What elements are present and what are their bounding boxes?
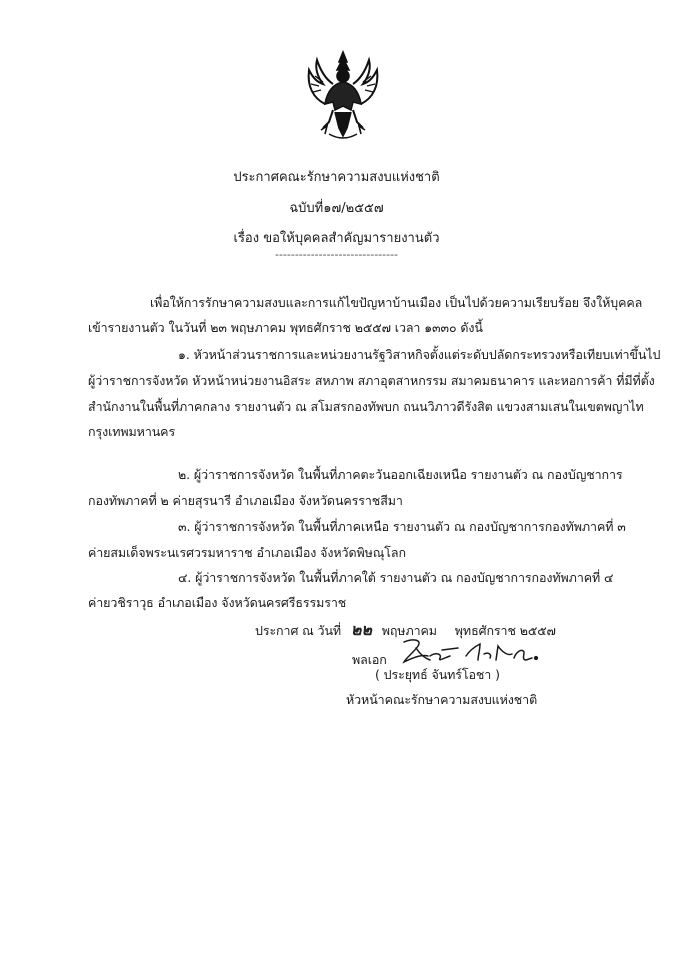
garuda-emblem-icon [303,48,383,144]
separator-line: ------------------------------- [274,248,399,261]
item-1-line-4: กรุงเทพมหานคร [88,424,176,439]
handwritten-day: ๒๒ [350,620,372,639]
item-3-line-2: ค่ายสมเด็จพระนเรศวรมหาราช อำเภอเมือง จังหวัดพิษณุโลก [88,545,406,560]
intro-paragraph-line-1: เพื่อให้การรักษาความสงบและการแก้ไขปัญหาบ้านเมือง เป็นไปด้วยความเรียบร้อย จึงให้บุคคล [150,295,643,310]
announced-at-label: ประกาศ ณ วันที่ [255,623,342,638]
signer-name: ( ประยุทธ์ จันทร์โอชา ) [375,667,500,682]
month-label: พฤษภาคม [381,623,437,638]
item-1-line-1: ๑. หัวหน้าส่วนราชการและหน่วยงานรัฐวิสาหกิจตั้งแต่ระดับปลัดกระทรวงหรือเทียบเท่าขึ้นไป [178,347,661,362]
signer-position: หัวหน้าคณะรักษาความสงบแห่งชาติ [346,692,538,707]
item-3-line-1: ๓. ผู้ว่าราชการจังหวัด ในพื้นที่ภาคเหนือ รายงานตัว ณ กองบัญชาการกองทัพภาคที่ ๓ [178,519,626,534]
item-2-line-1: ๒. ผู้ว่าราชการจังหวัด ในพื้นที่ภาคตะวันออกเฉียงเหนือ รายงานตัว ณ กองบัญชาการ [178,467,623,482]
announcement-number: ฉบับที่๑๗/๒๕๕๗ [289,201,384,216]
intro-paragraph-line-2: เข้ารายงานตัว ในวันที่ ๒๓ พฤษภาคม พุทธศักราช ๒๕๕๗ เวลา ๑๓๓๐ ดังนี้ [88,320,483,335]
item-1-line-3: สำนักงานในพื้นที่ภาคกลาง รายงานตัว ณ สโมสรกองทัพบก ถนนวิภาวดีรังสิต แขวงสามเสนในเขตพญาไท [88,399,644,414]
item-4-line-2: ค่ายวชิราวุธ อำเภอเมือง จังหวัดนครศรีธรรมราช [88,595,347,610]
item-4-line-1: ๔. ผู้ว่าราชการจังหวัด ในพื้นที่ภาคใต้ รายงานตัว ณ กองบัญชาการกองทัพภาคที่ ๔ [178,570,614,585]
item-2-line-2: กองทัพภาคที่ ๒ ค่ายสุรนารี อำเภอเมือง จังหวัดนครราชสีมา [88,493,403,508]
year-label: พุทธศักราช ๒๕๕๗ [454,623,556,638]
item-1-line-2: ผู้ว่าราชการจังหวัด หัวหน้าหน่วยงานอิสระ สหภาพ สภาอุตสาหกรรม สมาคมธนาคาร และหอการค้า ที่มีที่ตั้ง [88,373,655,388]
announcement-subject: เรื่อง ขอให้บุคคลสำคัญมารายงานตัว [233,231,440,246]
rank-label: พลเอก [352,652,387,667]
announcement-title: ประกาศคณะรักษาความสงบแห่งชาติ [233,170,440,185]
